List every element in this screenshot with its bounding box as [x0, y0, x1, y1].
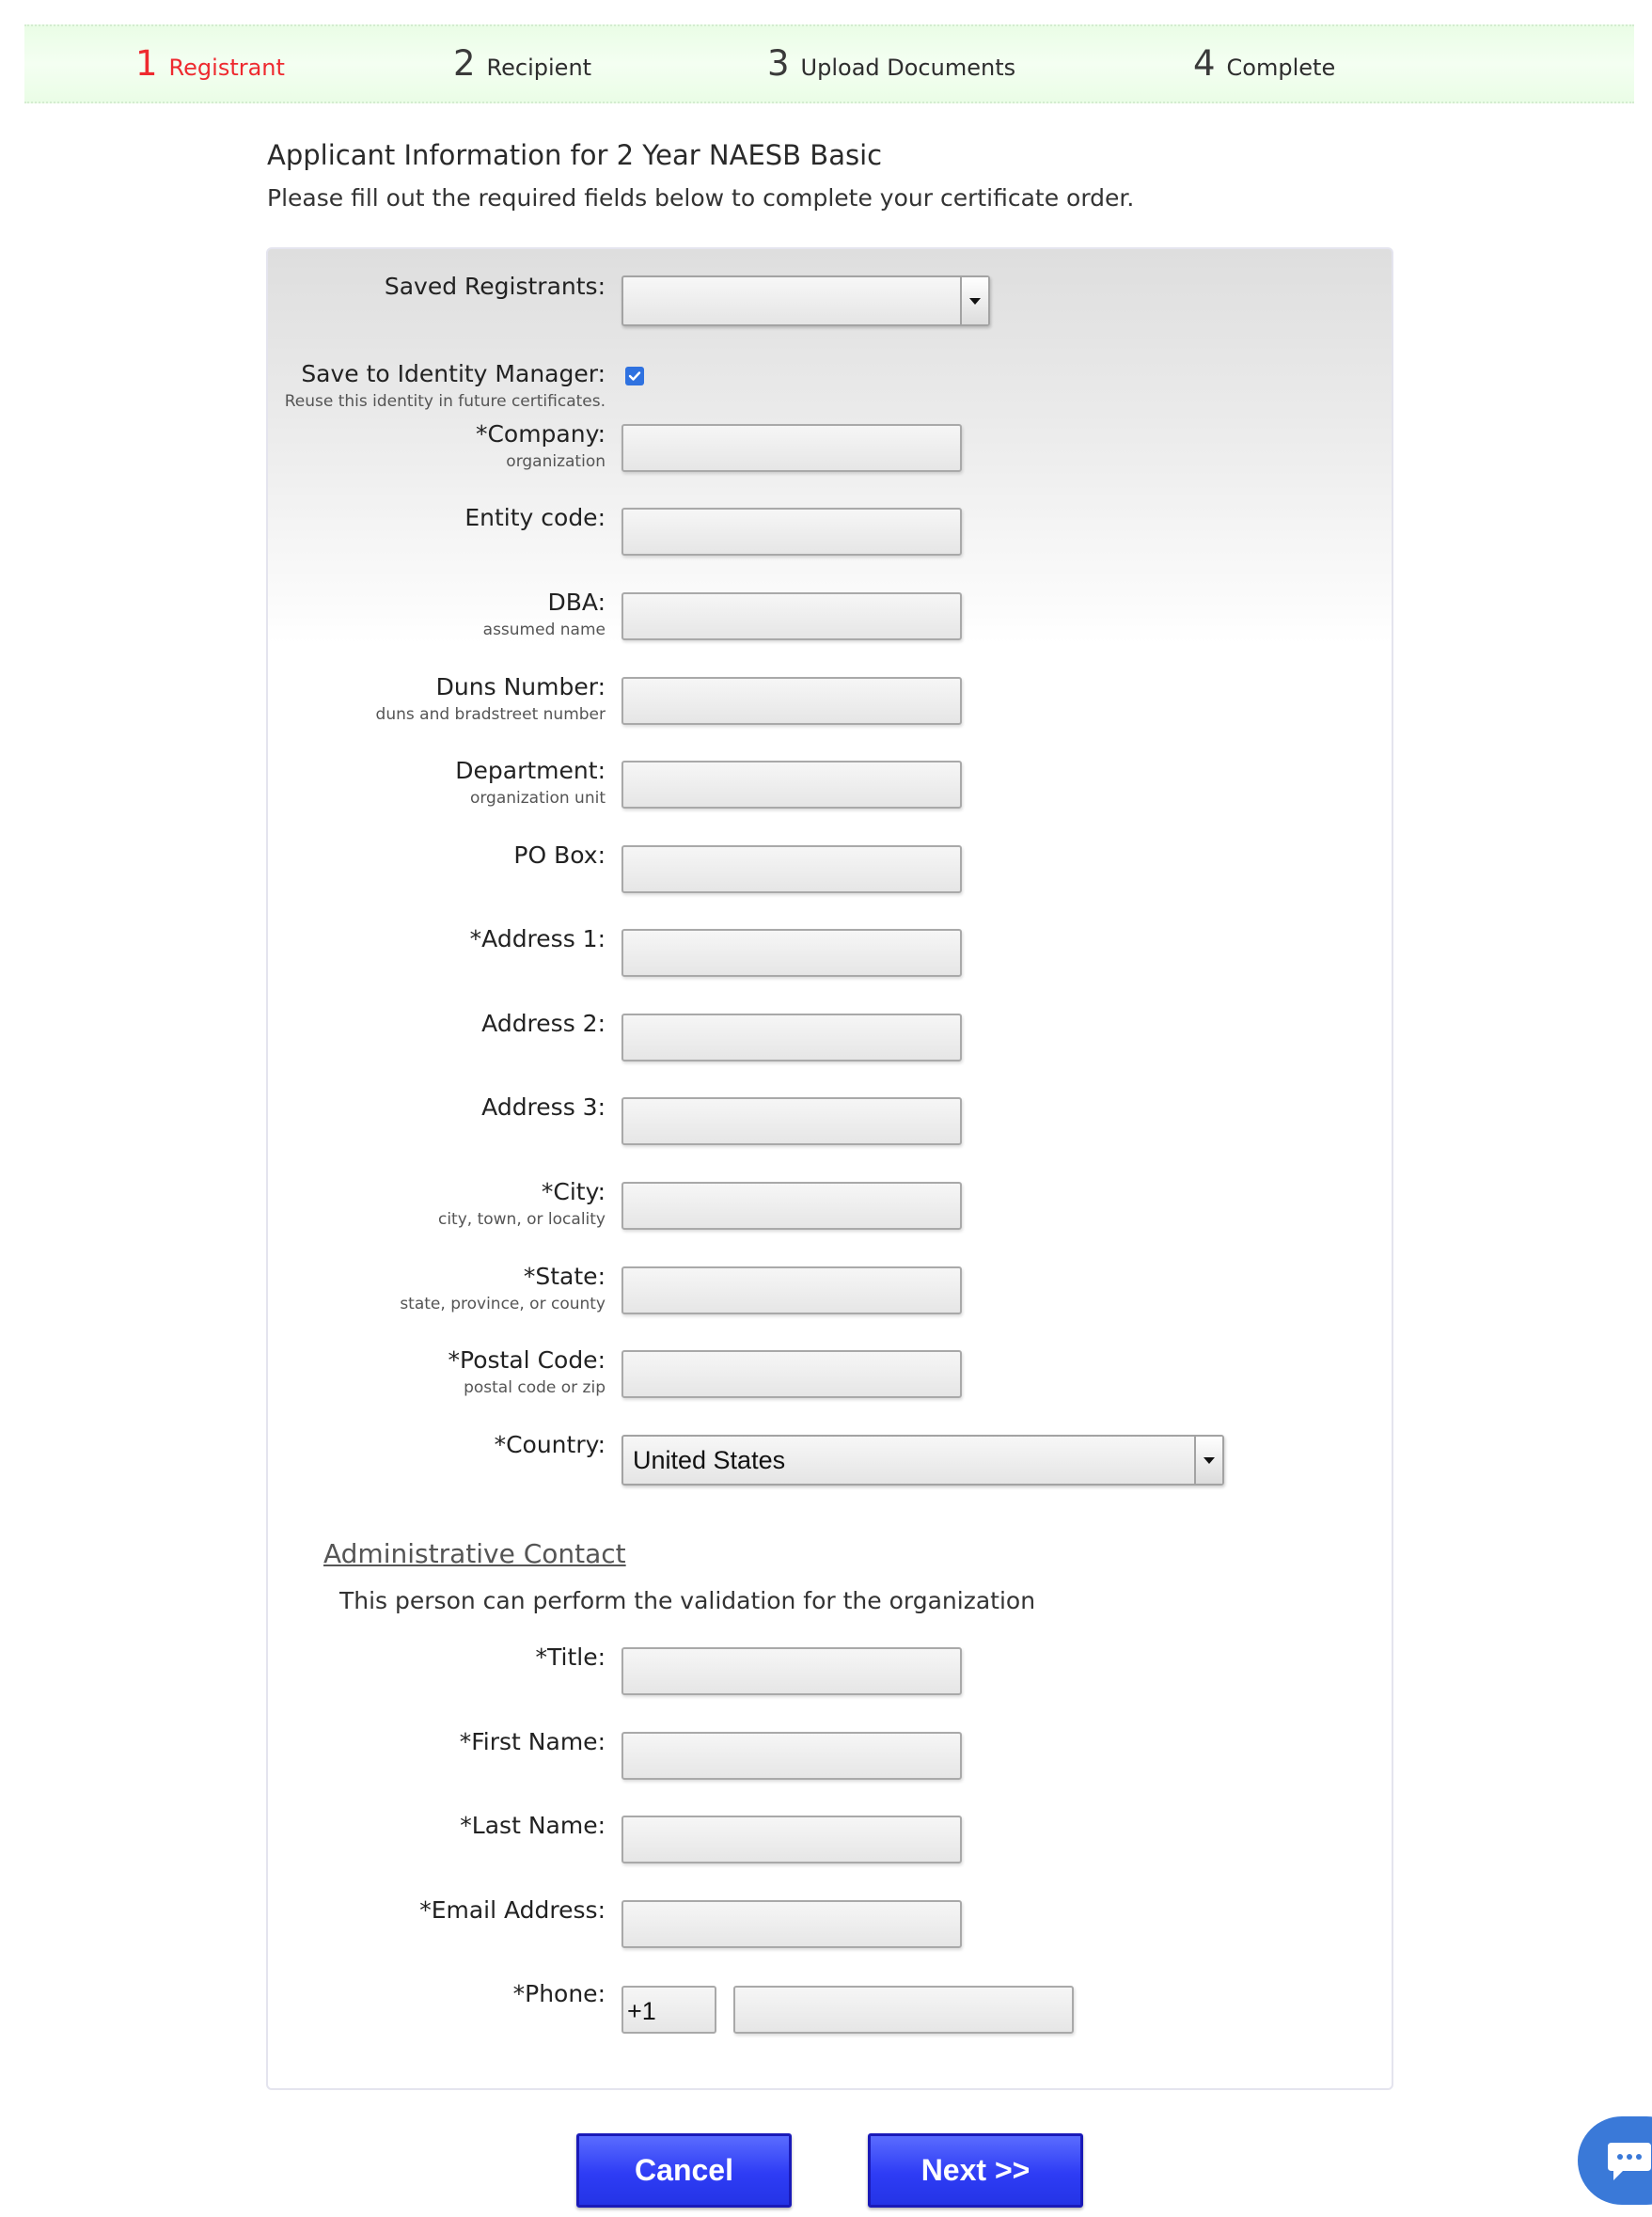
- step-recipient: [453, 43, 591, 90]
- state-label: *State:: [523, 1263, 606, 1290]
- company-label: *Company:: [475, 420, 606, 448]
- check-icon: [628, 370, 641, 383]
- postal-code-input[interactable]: [621, 1350, 962, 1398]
- chat-bubble-icon: [1606, 2141, 1652, 2182]
- step-label: Registrant: [168, 55, 285, 81]
- page-subtitle: Please fill out the required fields below to complete your certificate order.: [267, 184, 1135, 212]
- chevron-down-icon: [1194, 1437, 1222, 1484]
- progress-steps: [24, 24, 1634, 103]
- step-number: 4: [1193, 43, 1216, 84]
- state-hint: state, province, or county: [400, 1295, 606, 1313]
- department-input[interactable]: [621, 761, 962, 809]
- step-number: 3: [767, 43, 790, 84]
- step-number: 1: [135, 43, 158, 84]
- last-name-label: *Last Name:: [460, 1812, 606, 1839]
- country-label: *Country:: [494, 1431, 606, 1458]
- postal-code-label: *Postal Code:: [448, 1346, 606, 1374]
- department-hint: organization unit: [469, 789, 606, 808]
- phone-label: *Phone:: [512, 1980, 606, 2007]
- duns-number-label: Duns Number:: [435, 673, 606, 700]
- next-button[interactable]: Next >>: [868, 2133, 1083, 2208]
- save-identity-checkbox[interactable]: [625, 367, 644, 385]
- title-input[interactable]: [621, 1647, 962, 1695]
- dba-label: DBA:: [547, 589, 606, 616]
- email-address-label: *Email Address:: [419, 1896, 606, 1924]
- admin-contact-heading: Administrative Contact: [323, 1538, 626, 1569]
- first-name-input[interactable]: [621, 1732, 962, 1780]
- page-title: Applicant Information for 2 Year NAESB Basic: [267, 139, 883, 171]
- entity-code-label: Entity code:: [464, 504, 606, 531]
- admin-contact-description: This person can perform the validation for the organization: [339, 1587, 1036, 1614]
- address-3-input[interactable]: [621, 1097, 962, 1145]
- phone-country-code-input[interactable]: +1: [621, 1986, 716, 2034]
- step-label: Upload Documents: [800, 55, 1016, 81]
- postal-code-hint: postal code or zip: [464, 1378, 606, 1397]
- dba-input[interactable]: [621, 592, 962, 640]
- address-3-label: Address 3:: [481, 1093, 606, 1121]
- chevron-down-icon: [960, 277, 988, 324]
- duns-number-input[interactable]: [621, 677, 962, 725]
- company-hint: organization: [506, 452, 606, 471]
- po-box-label: PO Box:: [513, 841, 606, 869]
- last-name-input[interactable]: [621, 1816, 962, 1863]
- state-input[interactable]: [621, 1266, 962, 1314]
- address-2-label: Address 2:: [481, 1010, 606, 1037]
- company-input[interactable]: [621, 424, 962, 472]
- title-label: *Title:: [535, 1643, 606, 1671]
- step-upload-documents: [767, 43, 1015, 90]
- step-registrant: [135, 43, 285, 90]
- country-select[interactable]: [621, 1435, 1224, 1486]
- saved-registrants-label: Saved Registrants:: [384, 273, 606, 300]
- address-1-input[interactable]: [621, 929, 962, 977]
- chat-widget-button[interactable]: [1578, 2116, 1652, 2205]
- email-address-input[interactable]: [621, 1900, 962, 1948]
- entity-code-input[interactable]: [621, 508, 962, 556]
- save-identity-label: Save to Identity Manager:: [301, 360, 606, 387]
- dba-hint: assumed name: [482, 621, 606, 639]
- address-1-label: *Address 1:: [469, 925, 606, 952]
- city-hint: city, town, or locality: [437, 1210, 606, 1229]
- city-input[interactable]: [621, 1182, 962, 1230]
- po-box-input[interactable]: [621, 845, 962, 893]
- address-2-input[interactable]: [621, 1014, 962, 1061]
- city-label: *City:: [541, 1178, 606, 1205]
- step-complete: [1193, 43, 1335, 90]
- cancel-button[interactable]: Cancel: [576, 2133, 792, 2208]
- save-identity-hint: Reuse this identity in future certificates.: [284, 392, 606, 411]
- step-label: Recipient: [486, 55, 592, 81]
- first-name-label: *First Name:: [459, 1728, 606, 1755]
- step-label: Complete: [1226, 55, 1336, 81]
- step-number: 2: [453, 43, 476, 84]
- duns-number-hint: duns and bradstreet number: [375, 705, 606, 724]
- country-value: United States: [633, 1446, 786, 1474]
- saved-registrants-select[interactable]: [621, 275, 990, 326]
- phone-number-input[interactable]: [733, 1986, 1074, 2034]
- department-label: Department:: [455, 757, 606, 784]
